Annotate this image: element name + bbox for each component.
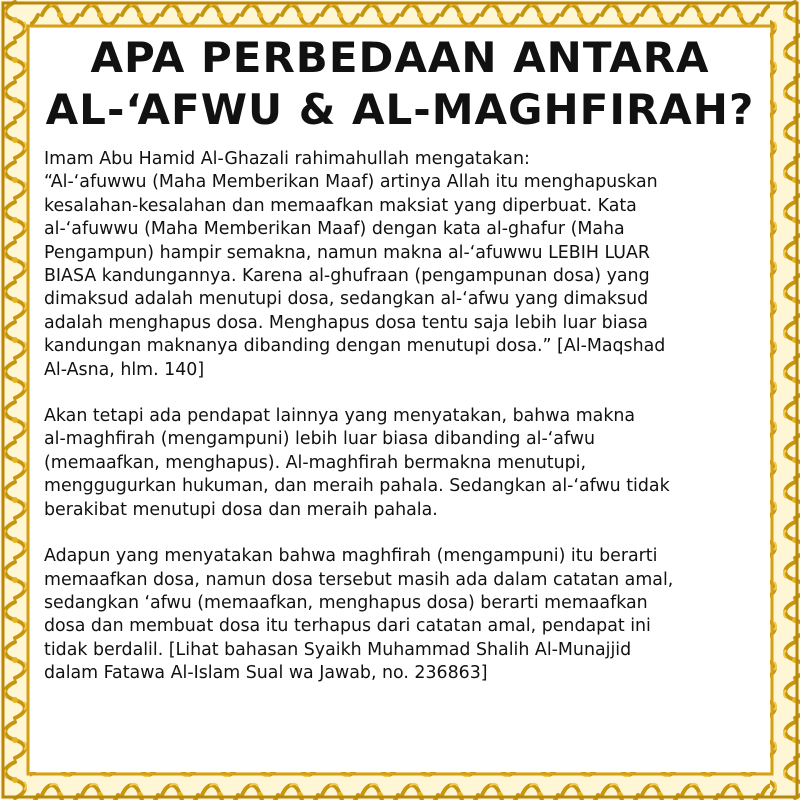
text-line: dimaksud adalah menutupi dosa, sedangkan al-‘afwu yang dimaksud — [44, 289, 649, 310]
article-body — [44, 148, 764, 709]
text-line: Imam Abu Hamid Al-Ghazali rahimahullah mengatakan: — [44, 149, 530, 169]
paragraph-3 — [44, 545, 764, 685]
paragraph-1 — [44, 148, 764, 382]
page-title — [30, 32, 770, 136]
text-line: Pengampun) hampir semakna, namun makna al-‘afuwwu LEBIH LUAR — [44, 242, 650, 263]
text-line: berakibat menutupi dosa dan meraih pahala. — [44, 499, 438, 520]
text-line: menggugurkan hukuman, dan meraih pahala. Sedangkan al-‘afwu tidak — [44, 476, 670, 497]
text-line: Al-Asna, hlm. 140] — [44, 359, 205, 380]
text-line: kandungan maknanya dibanding dengan menutupi dosa.” [Al-Maqshad — [44, 336, 666, 357]
text-line: dosa dan membuat dosa itu terhapus dari catatan amal, pendapat ini — [44, 616, 651, 637]
text-line: dalam Fatawa Al-Islam Sual wa Jawab, no. 236863] — [44, 663, 488, 684]
text-line: tidak berdalil. [Lihat bahasan Syaikh Muhammad Shalih Al-Munajjid — [44, 639, 632, 660]
text-line: Adapun yang menyatakan bahwa maghfirah (mengampuni) itu berarti — [44, 546, 658, 567]
text-line: kesalahan-kesalahan dan memaafkan maksiat yang diperbuat. Kata — [44, 195, 637, 216]
text-line: adalah menghapus dosa. Menghapus dosa tentu saja lebih luar biasa — [44, 312, 648, 333]
text-line: memaafkan dosa, namun dosa tersebut masih ada dalam catatan amal, — [44, 569, 674, 590]
title-line-1: APA PERBEDAAN ANTARA — [90, 33, 710, 82]
text-line: al-‘afuwwu (Maha Memberikan Maaf) dengan kata al-ghafur (Maha — [44, 219, 625, 240]
paragraph-2 — [44, 405, 764, 522]
text-line: sedangkan ‘afwu (memaafkan, menghapus dosa) berarti memaafkan — [44, 592, 648, 613]
text-line: Akan tetapi ada pendapat lainnya yang menyatakan, bahwa makna — [44, 406, 636, 427]
title-line-2: AL-‘AFWU & AL-MAGHFIRAH? — [45, 85, 755, 134]
text-line: (memaafkan, menghapus). Al-maghfirah bermakna menutupi, — [44, 452, 586, 473]
text-line: “Al-‘afuwwu (Maha Memberikan Maaf) artinya Allah itu menghapuskan — [44, 172, 658, 193]
text-line: al-maghfirah (mengampuni) lebih luar biasa dibanding al-‘afwu — [44, 429, 596, 450]
text-line: BIASA kandungannya. Karena al-ghufraan (pengampunan dosa) yang — [44, 266, 650, 287]
